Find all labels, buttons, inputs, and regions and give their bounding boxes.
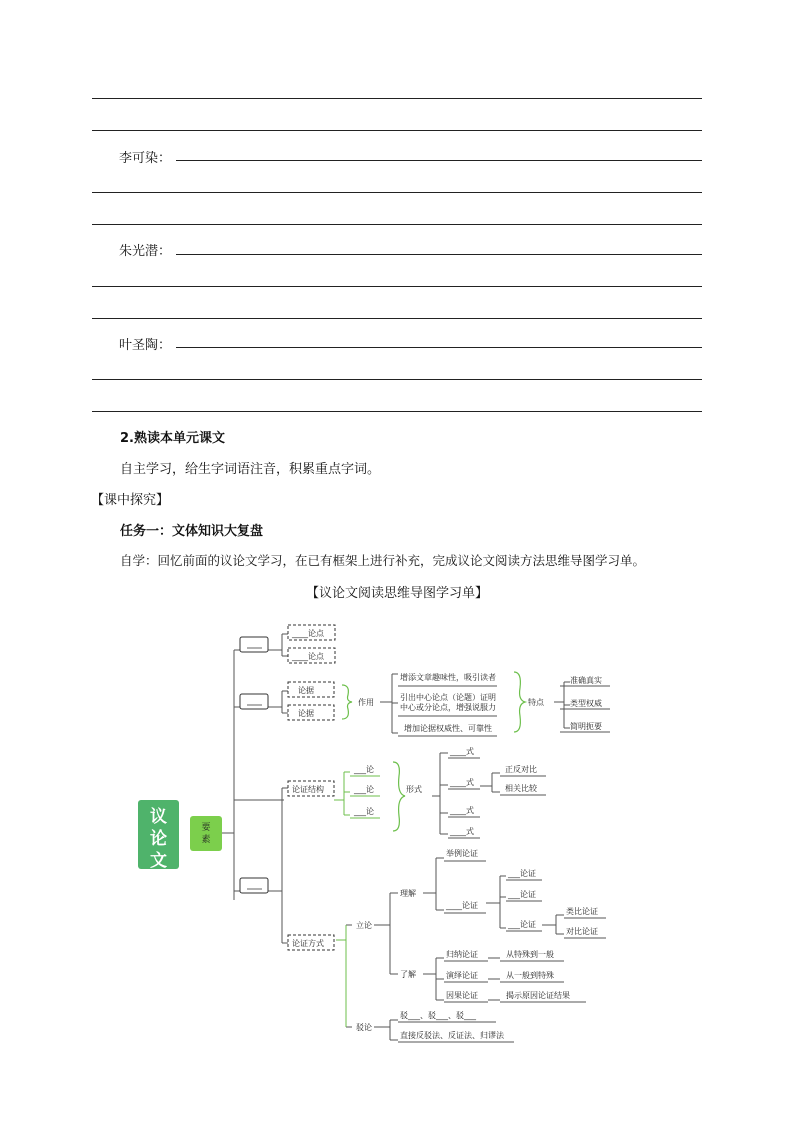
argument-label: ____论点 xyxy=(292,629,324,638)
root-char: 议 xyxy=(150,807,167,827)
know-desc: 从特殊到一般 xyxy=(506,950,554,959)
understand-label: 理解 xyxy=(400,889,416,898)
know-item: 因果论证 xyxy=(446,991,478,1000)
feature-item: 简明扼要 xyxy=(570,722,602,731)
role-item: 中心或分论点，增强说服力 xyxy=(400,703,496,712)
know-label: 了解 xyxy=(400,970,416,979)
structure-label: 论证结构 xyxy=(292,785,324,794)
refute-label: 驳论 xyxy=(356,1023,372,1032)
know-desc: 揭示原因论证结果 xyxy=(506,991,570,1000)
sub-proof: ___论证 xyxy=(508,890,536,899)
form-item: ____式 xyxy=(450,806,474,815)
section-heading: 2.熟读本单元课文 xyxy=(120,431,225,446)
structure-item: ___论 xyxy=(354,785,374,794)
blank-box[interactable] xyxy=(240,878,268,893)
instruction-text: 自学：回忆前面的议论文学习，在已有框架上进行补充，完成议论文阅读方法思维导图学习单。 xyxy=(120,553,646,568)
methods-label: 论证方式 xyxy=(292,939,324,948)
role-item: 增加论据权威性、可靠性 xyxy=(404,724,492,733)
analogy-proof: 类比论证 xyxy=(566,907,598,916)
inclass-heading: 【课中探究】 xyxy=(91,493,170,508)
role-item: 引出中心论点（论题）证明 xyxy=(400,693,496,702)
contrast-proof: 对比论证 xyxy=(566,927,598,936)
example-proof: 举例论证 xyxy=(446,849,478,858)
know-item: 归纳论证 xyxy=(446,950,478,959)
element-node xyxy=(190,816,222,851)
root-char: 论 xyxy=(150,829,167,849)
element-char: 要 xyxy=(201,823,211,833)
evidence-label: 论据 xyxy=(298,709,314,718)
feature-item: 类型权威 xyxy=(570,699,602,708)
argument-label: ____论点 xyxy=(292,652,324,661)
blank-box[interactable] xyxy=(240,637,268,652)
structure-item: ___论 xyxy=(354,765,374,774)
mindmap-title: 【议论文阅读思维导图学习单】 xyxy=(305,586,488,601)
refute-item: 直接反驳法、反证法、归谬法 xyxy=(400,1031,504,1040)
section-body: 自主学习，给生字词语注音，积累重点字词。 xyxy=(120,462,381,477)
name-label-1: 李可染： xyxy=(119,151,172,166)
sub-proof: ___论证 xyxy=(508,869,536,878)
element-char: 素 xyxy=(201,835,211,845)
features-label: 特点 xyxy=(528,698,544,707)
root-char: 文 xyxy=(150,851,167,871)
refute-item: 驳___、驳___、驳___ xyxy=(400,1011,476,1020)
form-item: ____式 xyxy=(450,747,474,756)
contrast-item: 相关比较 xyxy=(505,784,537,793)
role-item: 增添文章趣味性，吸引读者 xyxy=(400,673,496,682)
name-label-2: 朱光潜： xyxy=(119,244,172,259)
contrast-item: 正反对比 xyxy=(505,765,537,774)
task-heading: 任务一：文体知识大复盘 xyxy=(120,524,264,539)
name-label-3: 叶圣陶： xyxy=(119,338,172,353)
form-item: ____式 xyxy=(450,778,474,787)
know-desc: 从一般到特殊 xyxy=(506,971,554,980)
feature-item: 准确真实 xyxy=(570,676,602,685)
structure-item: ___论 xyxy=(354,807,374,816)
form-label: 形式 xyxy=(406,785,422,794)
sub-proof: ___论证 xyxy=(508,920,536,929)
establish-label: 立论 xyxy=(356,921,372,930)
role-label: 作用 xyxy=(358,698,374,707)
know-item: 演绎论证 xyxy=(446,971,478,980)
evidence-label: 论据 xyxy=(298,686,314,695)
blank-proof: ____论证 xyxy=(446,901,478,910)
form-item: ____式 xyxy=(450,827,474,836)
blank-box[interactable] xyxy=(240,694,268,709)
